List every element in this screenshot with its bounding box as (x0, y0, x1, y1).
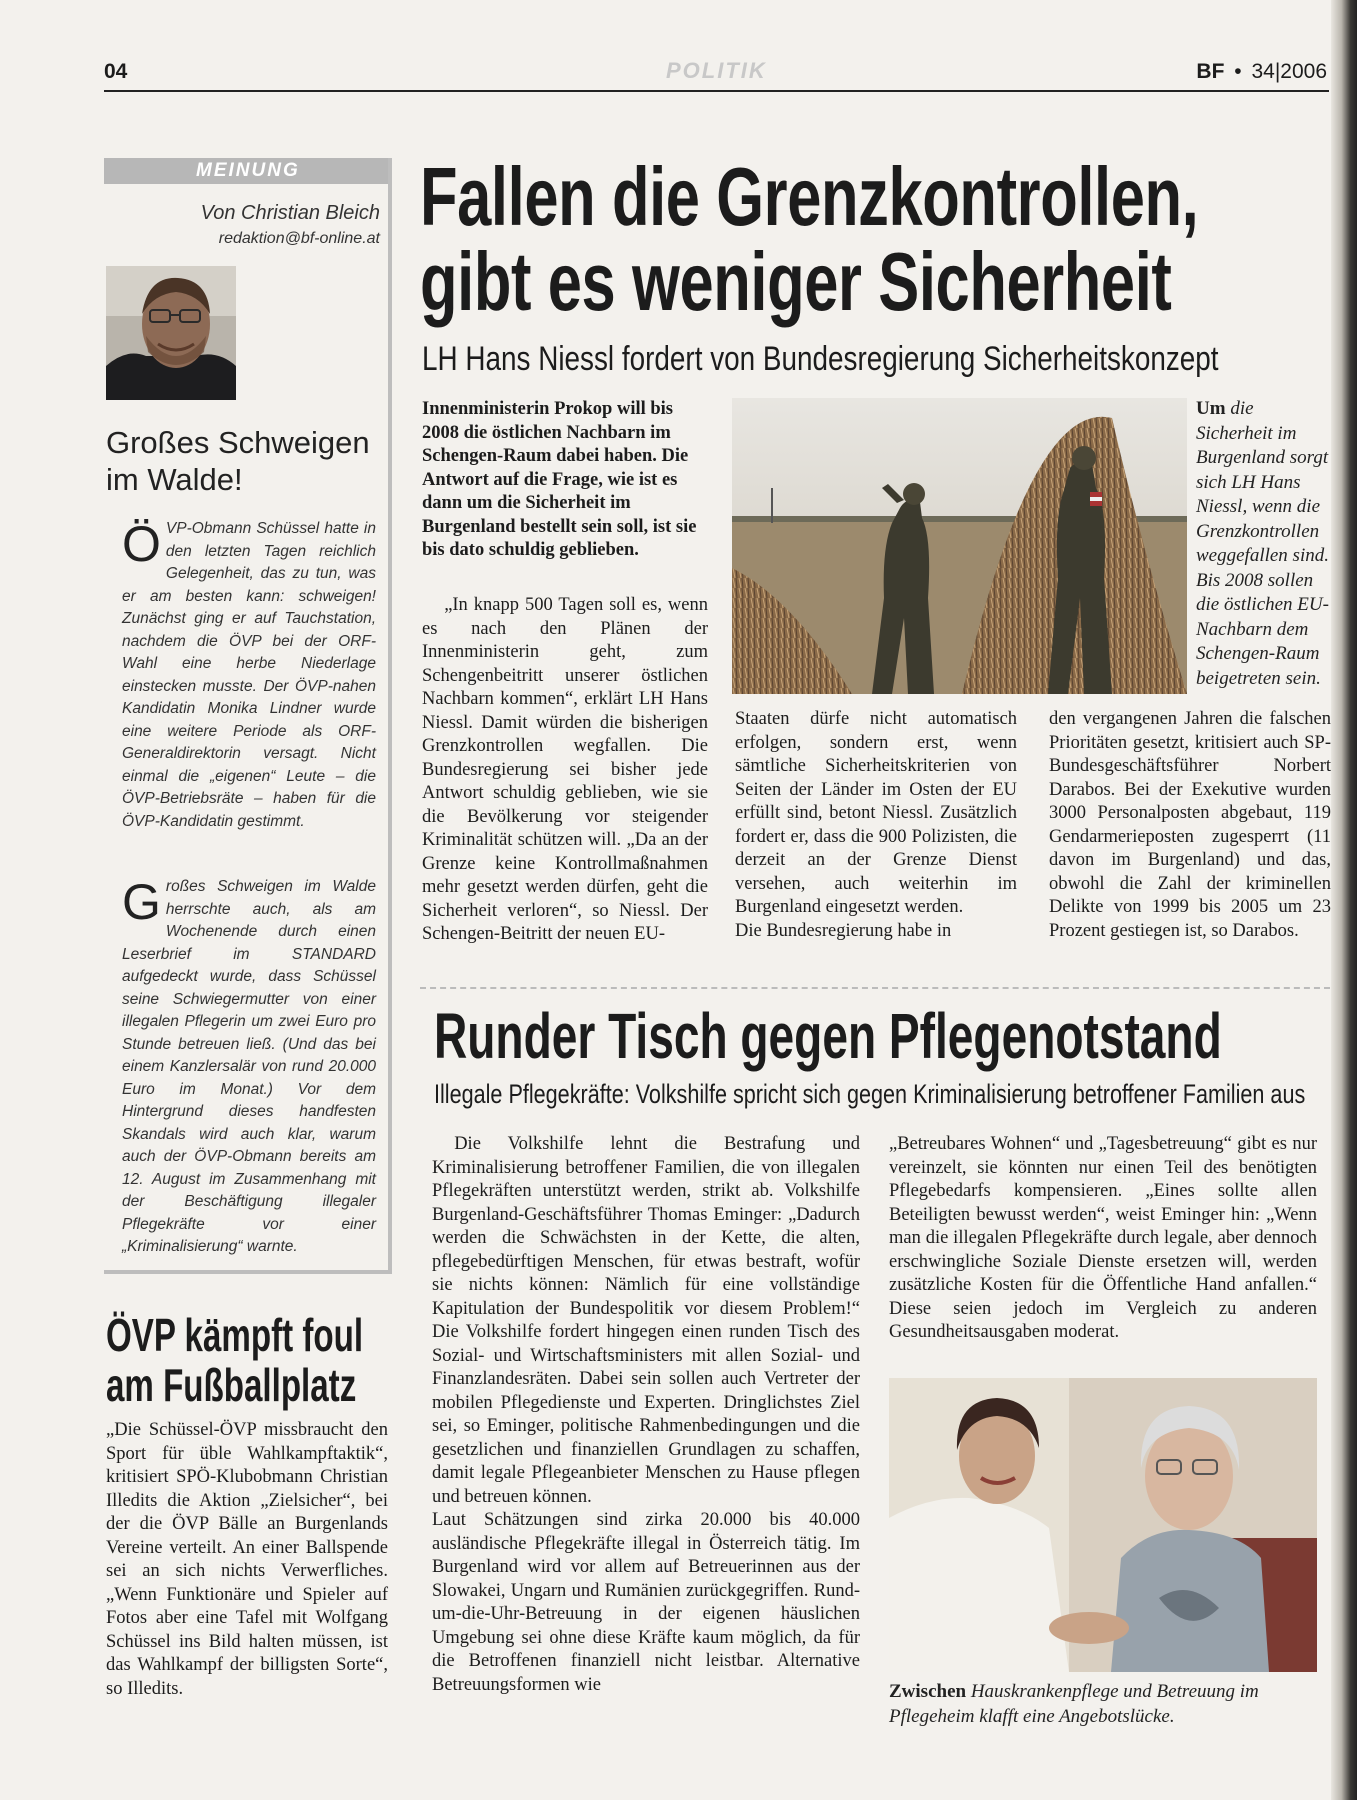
opinion-title-line1: Großes Schweigen (106, 425, 370, 460)
second-col2-text: „Betreubares Wohnen“ und „Tagesbetreuung“ gibt es nur vereinzelt, sie könnten nur einen Teil des benötigten Pflegebedarfs kompensieren. „Eines sollte allen Beteiligten bewusst werden“, weist Eminger hin: „Wenn man die illegalen Pflegekräfte durch legale, aber dennoch erschwingliche Soziale Dienste ersetzen will, werden zusätzliche Kosten für die Öffentliche Hand anfallen.“ Diese seien jedoch im Vergleich zu anderen Gesundheitsausgaben moderat. (889, 1134, 1317, 1342)
lead-headline (420, 150, 1357, 328)
lead-col3 (1049, 708, 1331, 943)
page-number: 04 (104, 60, 128, 83)
lead-photo-caption (1196, 397, 1334, 691)
opinion-title-line2: im Walde! (106, 462, 243, 497)
dropcap-g: G (122, 874, 161, 930)
opinion-label: MEINUNG (196, 160, 300, 181)
lead-col2 (735, 708, 1017, 943)
lead-col1 (422, 594, 708, 947)
nurse-photo-caption (889, 1680, 1319, 1729)
second-col2 (889, 1133, 1317, 1345)
author-portrait (106, 266, 236, 400)
second-headline: Runder Tisch gegen Pflegenotstand (434, 1000, 1222, 1072)
side-headline-line2: am Fußballplatz (106, 1359, 357, 1411)
issue-info (1196, 60, 1327, 84)
lead-col2-text: Staaten dürfe nicht automatisch erfolgen, sondern erst, wenn sämtliche Sicherheitskriterien von Seiten der Länder im Osten der EU erfüllt sind, betont Niessl. Zusätzlich fordert er, dass die 900 Polizisten, die derzeit an der Grenze Dienst versehen, auch weiterhin im Burgenland eingesetzt werden. (735, 709, 1017, 917)
second-subheadline: Illegale Pflegekräfte: Volkshilfe spricht sich gegen Kriminalisierung betroffener Familien aus (434, 1079, 1306, 1109)
issue-number: 34|2006 (1251, 60, 1327, 83)
scan-edge (1331, 0, 1357, 1800)
opinion-para2: roßes Schweigen im Walde herrschte auch, als am Wochenende durch einen Leserbrief im STANDARD aufgedeckt wurde, dass Schüssel seine Schwiegermutter von einer illegalen Pflegerin um zwei Euro pro Stunde betreuen ließ. (Und das bei einem Kanzlersalär von rund 20.000 Euro im Monat.) Vor dem Hintergrund dieses handfesten Skandals wird auch klar, warum auch der ÖVP-Obmann bereits am 12. August im Zusammenhang mit der Beschäftigung illegaler Pflegekräfte vor einer „Kriminalisierung“ warnte. (122, 878, 376, 1255)
opinion-author: Von Christian Bleich (200, 202, 380, 224)
opinion-label-bar (104, 158, 388, 184)
dropcap-o: Ö (122, 516, 161, 572)
opinion-body-2 (122, 876, 376, 1259)
lead-headline-line2: gibt es weniger Sicherheit (420, 235, 1172, 328)
lead-intro: Innenministerin Prokop will bis 2008 die östlichen Nachbarn im Schengen-Raum dabei haben. Die Antwort auf die Frage, wie ist es dann um die Sicherheit im Burgenland bestellt sein soll, ist sie bis dato schuldig geblieben. (422, 399, 697, 560)
caption-bold-nurse: Zwischen (889, 1681, 967, 1702)
nurse-photo (889, 1378, 1317, 1672)
opinion-box (104, 158, 392, 1274)
second-col1-text-b: Laut Schätzungen sind zirka 20.000 bis 40.000 ausländische Pflegekräfte illegal in Österreich tätig. Im Burgenland wird vor allem auf Betreuerinnen aus der Slowakei, Ungarn und Rumänien zurückgegriffen. Rund-um-die-Uhr-Betreuung in der eigenen häuslichen Umgebung sei ohne diese Kräfte kaum möglich, da für die Betroffenen finanziell nicht leistbar. Alternative Betreuungsformen wie (432, 1510, 860, 1695)
opinion-para1: VP-Obmann Schüssel hatte in den letzten Tagen reichlich Gelegenheit, das zu tun, was er am besten kann: schweigen! Zunächst ging er auf Tauchstation, nachdem die ÖVP bei der ORF-Wahl eine herbe Niederlage einstecken musste. Der ÖVP-nahen Kandidatin Monika Lindner wurde eine weitere Periode als ORF-Generaldirektorin versagt. Nicht einmal die „eigenen“ Leute – die ÖVP-Betriebsräte – haben für die ÖVP-Kandidatin gestimmt. (122, 520, 376, 830)
opinion-title (106, 424, 370, 498)
separator: • (1234, 60, 1242, 83)
caption-text-lead: die Sicherheit im Burgenland sorgt sich LH Hans Niessl, wenn die Grenzkontrollen weggefallen sind. Bis 2008 sollen die östlichen EU-Nachbarn dem Schengen-Raum beigetreten sein. (1196, 398, 1329, 689)
lead-col3-text: den vergangenen Jahren die falschen Prioritäten gesetzt, kritisiert auch SP-Bundesgeschäftsführer Norbert Darabos. Bei der Exekutive wurden 3000 Personalposten abgebaut, 119 Gendarmerieposten zugesperrt (11 davon im Burgenland) und das, obwohl die Zahl der kriminellen Delikte von 1999 bis 2005 um 23 Prozent gestiegen ist, so Darabos. (1049, 709, 1331, 941)
caption-bold-lead: Um (1196, 398, 1226, 419)
second-col1 (432, 1133, 860, 1697)
story-divider (420, 987, 1330, 989)
lead-col2-text-b: Die Bundesregierung habe in (735, 920, 952, 941)
opinion-body-1 (122, 518, 376, 833)
border-patrol-photo (732, 398, 1187, 694)
second-col1-text-a: Die Volkshilfe lehnt die Bestrafung und Kriminalisierung betroffener Familien, die von illegalen Pflegekräften unterstützt werden, strikt ab. Volkshilfe Burgenland-Geschäftsführer Thomas Eminger: „Dadurch werden die Schwächsten in der Kette, die alten, pflegebedürftigen Menschen, für etwas bestraft, wofür sie nichts können: Nämlich für eine vollständige Kapitulation der Bundespolitik vor diesem Problem!“ Die Volkshilfe fordert hingegen einen runden Tisch des Sozial- und Wirtschaftsministers mit allen Sozial- und Finanzlandesräten. Dabei sein sollen auch Vertreter der mobilen Pflegedienste und Experten. Dringlichstes Ziel sei, so Eminger, politische Rahmenbedingungen und die gesetzlichen und finanziellen Grundlagen zu schaffen, damit legale Pflegeanbieter Menschen zu Hause pflegen und betreuen können. (432, 1134, 860, 1507)
side-story-headline (106, 1310, 463, 1410)
header-rule (104, 90, 1329, 92)
brand-logo: BF (1196, 60, 1225, 83)
side-headline-line1: ÖVP kämpft foul (106, 1309, 364, 1361)
opinion-email: redaktion@bf-online.at (218, 230, 380, 247)
lead-subheadline: LH Hans Niessl fordert von Bundesregierung Sicherheitskonzept (422, 340, 1219, 378)
caption-text-nurse: Hauskrankenpflege und Betreuung im Pflegeheim klafft eine Angebotslücke. (889, 1681, 1259, 1727)
lead-col1-text: „In knapp 500 Tagen soll es, wenn es nach den Plänen der Innenministerin geht, zum Schengenbeitritt unserer östlichen Nachbarn kommen“, erklärt LH Hans Niessl. Damit würden die bisherigen Grenzkontrollen wegfallen. Die Bundesregierung sei bisher jede Antwort schuldig geblieben, wie sie die Bevölkerung vor steigender Kriminalität schützen will. „Da an der Grenze keine Kontrollmaßnahmen mehr gesetzt werden dürfen, geht die Sicherheit verloren“, so Niessl. Der Schengen-Beitritt der neuen EU- (422, 595, 708, 944)
lead-headline-line1: Fallen die Grenzkontrollen, (420, 150, 1199, 243)
side-story-body: „Die Schüssel-ÖVP missbraucht den Sport für üble Wahlkampftaktik“, kritisiert SPÖ-Klubobmann Christian Illedits die Aktion „Zielsicher“, bei der die ÖVP Bälle an Burgenlands Vereine verteilt. An einer Ballspende sei an sich nichts Verwerfliches. „Wenn Funktionäre und Spieler auf Fotos aber eine Tafel mit Wolfgang Schüssel ins Bild halten müssen, ist das Wahlkampf der billigsten Sorte“, so Illedits. (106, 1420, 388, 1699)
section-title: POLITIK (666, 58, 767, 83)
